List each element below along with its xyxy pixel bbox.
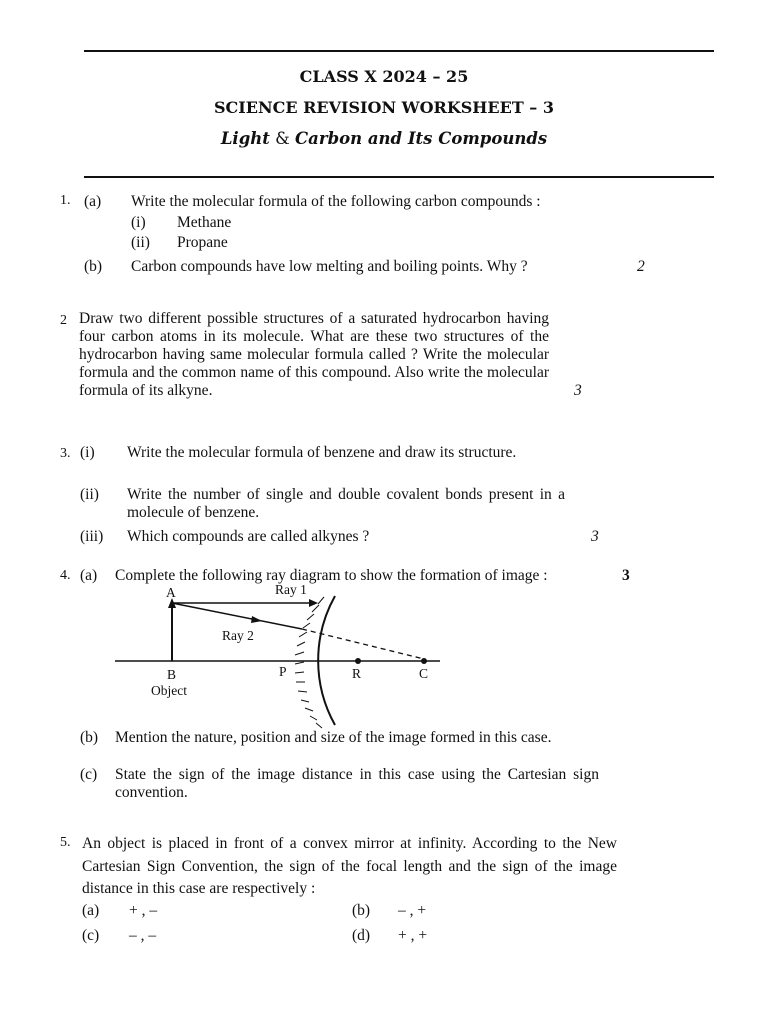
label-a: A	[166, 585, 176, 600]
label-object: Object	[151, 683, 187, 698]
q5-option-c-text: – , –	[129, 927, 157, 944]
q5-option-b-label: (b)	[352, 902, 371, 919]
q1-number: 1.	[60, 193, 71, 208]
label-c: C	[419, 666, 429, 681]
label-ray-1: Ray 1	[275, 582, 307, 597]
q4-a-label: (a)	[80, 567, 98, 584]
q1-i-text: Methane	[177, 214, 232, 231]
q5-number: 5.	[60, 835, 71, 850]
q1-marks: 2	[637, 258, 645, 275]
q3-i-text: Write the molecular formula of benzene and draw its structure.	[127, 444, 517, 461]
q4-b-label: (b)	[80, 729, 99, 746]
q3-ii-label: (ii)	[80, 486, 99, 503]
ray-2	[172, 603, 302, 629]
q4-marks: 3	[622, 567, 630, 584]
q2-text: Draw two different possible structures of a saturated hydrocarbon having four carbon atoms in its molecule. What are these two structures of the hydrocarbon having same molecular formula called ? Write the molecular formula and the common name of this compound. Also write the molecular formula of its alkyne.	[79, 310, 549, 399]
point-c	[421, 658, 427, 664]
q3-i-label: (i)	[80, 444, 95, 461]
q5-option-d-text: + , +	[398, 927, 428, 944]
q5-option-c-label: (c)	[82, 927, 100, 944]
mirror-hatching	[295, 597, 324, 728]
q5-option-a-text: + , –	[129, 902, 158, 919]
label-r: R	[352, 666, 362, 681]
q2-number: 2	[60, 313, 67, 328]
subtitle-carbon: Carbon and Its Compounds	[295, 129, 548, 148]
q3-ii-text: Write the number of single and double covalent bonds present in a molecule of benzene.	[127, 486, 565, 521]
label-b: B	[167, 667, 177, 682]
q3-marks: 3	[591, 528, 599, 545]
q4-b-text: Mention the nature, position and size of the image formed in this case.	[115, 729, 552, 746]
q5-option-d-label: (d)	[352, 927, 371, 944]
q2-marks: 3	[574, 382, 582, 399]
q1-b-label: (b)	[84, 258, 103, 275]
q3-number: 3.	[60, 446, 71, 461]
ray-2-arrowhead	[251, 616, 262, 623]
subtitle-light: Light	[220, 129, 270, 148]
q4-c-text: State the sign of the image distance in this case using the Cartesian sign convention.	[115, 766, 599, 801]
point-r	[355, 658, 361, 664]
class-title: CLASS X 2024 – 25	[299, 67, 469, 86]
q5-option-a-label: (a)	[82, 902, 100, 919]
ray-1-arrowhead	[309, 599, 318, 607]
q1-a-label: (a)	[84, 193, 102, 210]
q5-option-b-text: – , +	[398, 902, 427, 919]
worksheet-title: SCIENCE REVISION WORKSHEET – 3	[213, 98, 554, 117]
q1-ii-text: Propane	[177, 234, 228, 251]
label-p: P	[279, 664, 287, 679]
q3-iii-label: (iii)	[80, 528, 104, 545]
subtitle-ampersand: &	[269, 129, 296, 148]
q4-a-text: Complete the following ray diagram to show the formation of image :	[115, 567, 548, 584]
label-ray-2: Ray 2	[222, 628, 254, 643]
q1-i-label: (i)	[131, 214, 146, 231]
q4-c-label: (c)	[80, 766, 98, 783]
q4-number: 4.	[60, 568, 71, 583]
q3-iii-text: Which compounds are called alkynes ?	[127, 528, 370, 545]
q1-ii-label: (ii)	[131, 234, 150, 251]
q5-text: An object is placed in front of a convex mirror at infinity. According to the New Cartesian Sign Convention, the sign of the focal length and the sign of the image distance in this case are respectively :	[82, 835, 617, 897]
q1-b-text: Carbon compounds have low melting and boiling points. Why ?	[131, 258, 528, 275]
q1-a-text: Write the molecular formula of the following carbon compounds :	[131, 193, 541, 210]
